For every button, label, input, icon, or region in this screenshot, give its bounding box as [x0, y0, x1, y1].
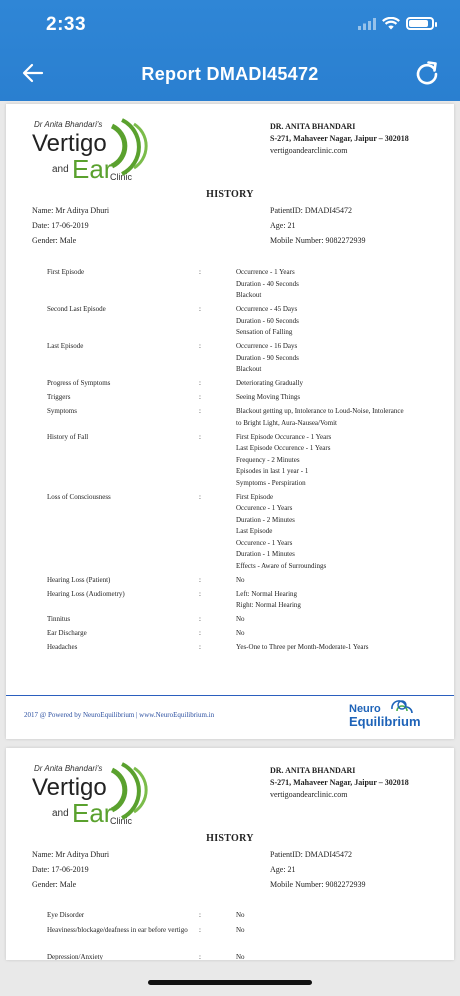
clinic-website: vertigoandearclinic.com [270, 790, 348, 799]
logo-ear: Ear [72, 154, 113, 184]
row-label: Hearing Loss (Audiometry) [47, 589, 125, 598]
report-date: Date: 17-06-2019 [32, 221, 89, 230]
row-value [236, 304, 434, 339]
clinic-address: S-271, Mahaveer Nagar, Jaipur – 302018 [270, 778, 409, 787]
clinic-website: vertigoandearclinic.com [270, 146, 348, 155]
row-value-line: Blackout getting up, Intolerance to Loud-Noise, Intolerance [236, 407, 404, 415]
logo-clinic: Clinic [110, 172, 133, 182]
clinic-logo [30, 118, 160, 188]
patient-name: Name: Mr Aditya Dhuri [32, 206, 110, 215]
clinic-name: DR. ANITA BHANDARI [270, 122, 356, 131]
logo-and: and [52, 808, 69, 819]
status-icons [358, 17, 434, 30]
patient-age: Age: 21 [270, 221, 296, 230]
row-label: Headaches [47, 643, 78, 651]
footer-divider [6, 695, 454, 696]
row-colon: : [199, 492, 201, 501]
row-colon: : [199, 268, 201, 276]
row-label: Last Episode [47, 342, 84, 350]
row-value-line: Right: Normal Hearing [236, 601, 301, 609]
logo-clinic: Clinic [110, 816, 133, 826]
row-colon: : [199, 432, 201, 441]
row-value [236, 492, 434, 573]
row-value-line: Last Episode Occurence - 1 Years [236, 444, 331, 452]
row-label: Loss of Consciousness [47, 492, 111, 501]
row-value-line: Blackout [236, 291, 262, 299]
row-value-line: Occurence - 1 Years [236, 504, 293, 512]
row-value-line: No [236, 629, 245, 637]
section-title: HISTORY [206, 189, 254, 200]
row-value [236, 575, 434, 587]
row-colon: : [199, 575, 201, 584]
patient-gender: Gender: Male [32, 880, 77, 889]
brand-line2: Equilibrium [349, 714, 421, 729]
row-label: Hearing Loss (Patient) [47, 575, 111, 584]
refresh-icon[interactable] [414, 60, 440, 86]
row-value [236, 614, 434, 626]
status-time: 2:33 [46, 14, 87, 35]
row-label: Triggers [47, 393, 71, 401]
logo-doctor-name: Dr Anita Bhandari's [34, 764, 103, 773]
report-page-2 [6, 748, 454, 960]
row-value-line: Seeing Moving Things [236, 393, 301, 401]
row-value-line: Sensation of Falling [236, 328, 293, 336]
row-colon: : [199, 911, 201, 919]
patient-id: PatientID: DMADI45472 [270, 206, 352, 215]
clinic-logo [30, 762, 160, 832]
page-title: Report DMADI45472 [141, 64, 319, 84]
row-value-line: Effects - Aware of Surroundings [236, 561, 327, 570]
row-value-line: No [236, 615, 245, 623]
status-bar [0, 0, 460, 50]
row-value-line: Last Episode [236, 527, 273, 535]
row-value-line: to Bright Light, Aura-Nausea/Vomit [236, 418, 337, 427]
row-value [236, 392, 434, 404]
row-label: History of Fall [47, 432, 89, 441]
row-value [236, 589, 434, 612]
row-value-line: Yes-One to Three per Month-Moderate-1 Years [236, 643, 369, 651]
row-colon: : [199, 926, 201, 934]
row-value-line: Deteriorating Gradually [236, 379, 304, 387]
brain-icon [389, 699, 415, 719]
row-label: Progress of Symptoms [47, 379, 111, 387]
row-value-line: Frequency - 2 Minutes [236, 455, 300, 464]
row-value-line: Symptoms - Perspiration [236, 478, 306, 487]
clinic-info [270, 121, 409, 157]
clinic-address: S-271, Mahaveer Nagar, Jaipur – 302018 [270, 134, 409, 143]
row-value-line: Occurrence - 16 Days [236, 342, 298, 350]
row-colon: : [199, 407, 201, 415]
brand-line1: Neuro [349, 703, 381, 715]
row-value [236, 406, 434, 429]
row-value-line: Duration - 40 Seconds [236, 279, 299, 288]
row-value [236, 341, 434, 376]
patient-id: PatientID: DMADI45472 [270, 850, 352, 859]
row-colon: : [199, 952, 201, 960]
row-value-line: Left: Normal Hearing [236, 589, 298, 598]
row-value-line: First Episode [236, 492, 274, 501]
row-colon: : [199, 379, 201, 387]
row-value-line: Duration - 60 Seconds [236, 316, 299, 325]
row-label: Heaviness/blockage/deafness in ear before vertigo [47, 926, 188, 934]
row-label: Tinnitus [47, 615, 71, 623]
neuroequilibrium-logo [349, 699, 424, 729]
row-colon: : [199, 643, 201, 651]
patient-mobile: Mobile Number: 9082272939 [270, 236, 366, 245]
row-label: Ear Discharge [47, 629, 87, 637]
row-value [236, 910, 434, 922]
row-value-line: Blackout [236, 365, 262, 373]
wifi-icon [382, 17, 400, 30]
row-value [236, 925, 434, 937]
report-page-1 [6, 104, 454, 739]
clinic-info [270, 765, 409, 801]
logo-ear: Ear [72, 798, 113, 828]
home-indicator [148, 980, 312, 985]
row-label: Symptoms [47, 407, 77, 415]
row-value [236, 952, 434, 961]
row-value [236, 432, 434, 490]
row-value-line: Duration - 1 Minutes [236, 550, 295, 558]
logo-vertigo: Vertigo [32, 774, 107, 801]
row-value [236, 628, 434, 640]
row-label: Depression/Anxiety [47, 952, 103, 960]
row-colon: : [199, 589, 201, 598]
row-value-line: Episodes in last 1 year - 1 [236, 467, 309, 475]
signal-icon [358, 18, 376, 30]
sound-wave-icon [104, 118, 154, 178]
row-value [236, 378, 434, 390]
row-value-line: Duration - 2 Minutes [236, 515, 295, 524]
row-value-line: Occurrence - 45 Days [236, 305, 298, 313]
row-label: First Episode [47, 268, 85, 276]
section-title: HISTORY [206, 833, 254, 844]
app-header [0, 0, 460, 101]
report-date: Date: 17-06-2019 [32, 865, 89, 874]
row-value-line: Duration - 90 Seconds [236, 353, 299, 362]
row-value-line: No [236, 952, 245, 960]
row-value-line: Occurence - 1 Years [236, 538, 293, 547]
logo-and: and [52, 164, 69, 175]
row-value [236, 642, 434, 654]
row-colon: : [199, 615, 201, 623]
row-value-line: No [236, 575, 245, 584]
patient-mobile: Mobile Number: 9082272939 [270, 880, 366, 889]
footer-text: 2017 @ Powered by NeuroEquilibrium | www.NeuroEquilibrium.in [24, 711, 215, 719]
sound-wave-icon [104, 762, 154, 822]
row-colon: : [199, 305, 201, 313]
clinic-name: DR. ANITA BHANDARI [270, 766, 356, 775]
row-value-line: Occurrence - 1 Years [236, 268, 295, 276]
row-colon: : [199, 393, 201, 401]
logo-doctor-name: Dr Anita Bhandari's [34, 120, 103, 129]
row-value-line: No [236, 911, 245, 919]
patient-name: Name: Mr Aditya Dhuri [32, 850, 110, 859]
row-value [236, 267, 434, 302]
patient-age: Age: 21 [270, 865, 296, 874]
patient-gender: Gender: Male [32, 236, 77, 245]
battery-icon [406, 17, 434, 30]
row-label: Eye Disorder [47, 911, 85, 919]
logo-vertigo: Vertigo [32, 130, 107, 157]
row-colon: : [199, 629, 201, 637]
row-colon: : [199, 342, 201, 350]
row-label: Second Last Episode [47, 305, 106, 313]
row-value-line: First Episode Occurance - 1 Years [236, 432, 332, 441]
row-value-line: No [236, 926, 245, 934]
